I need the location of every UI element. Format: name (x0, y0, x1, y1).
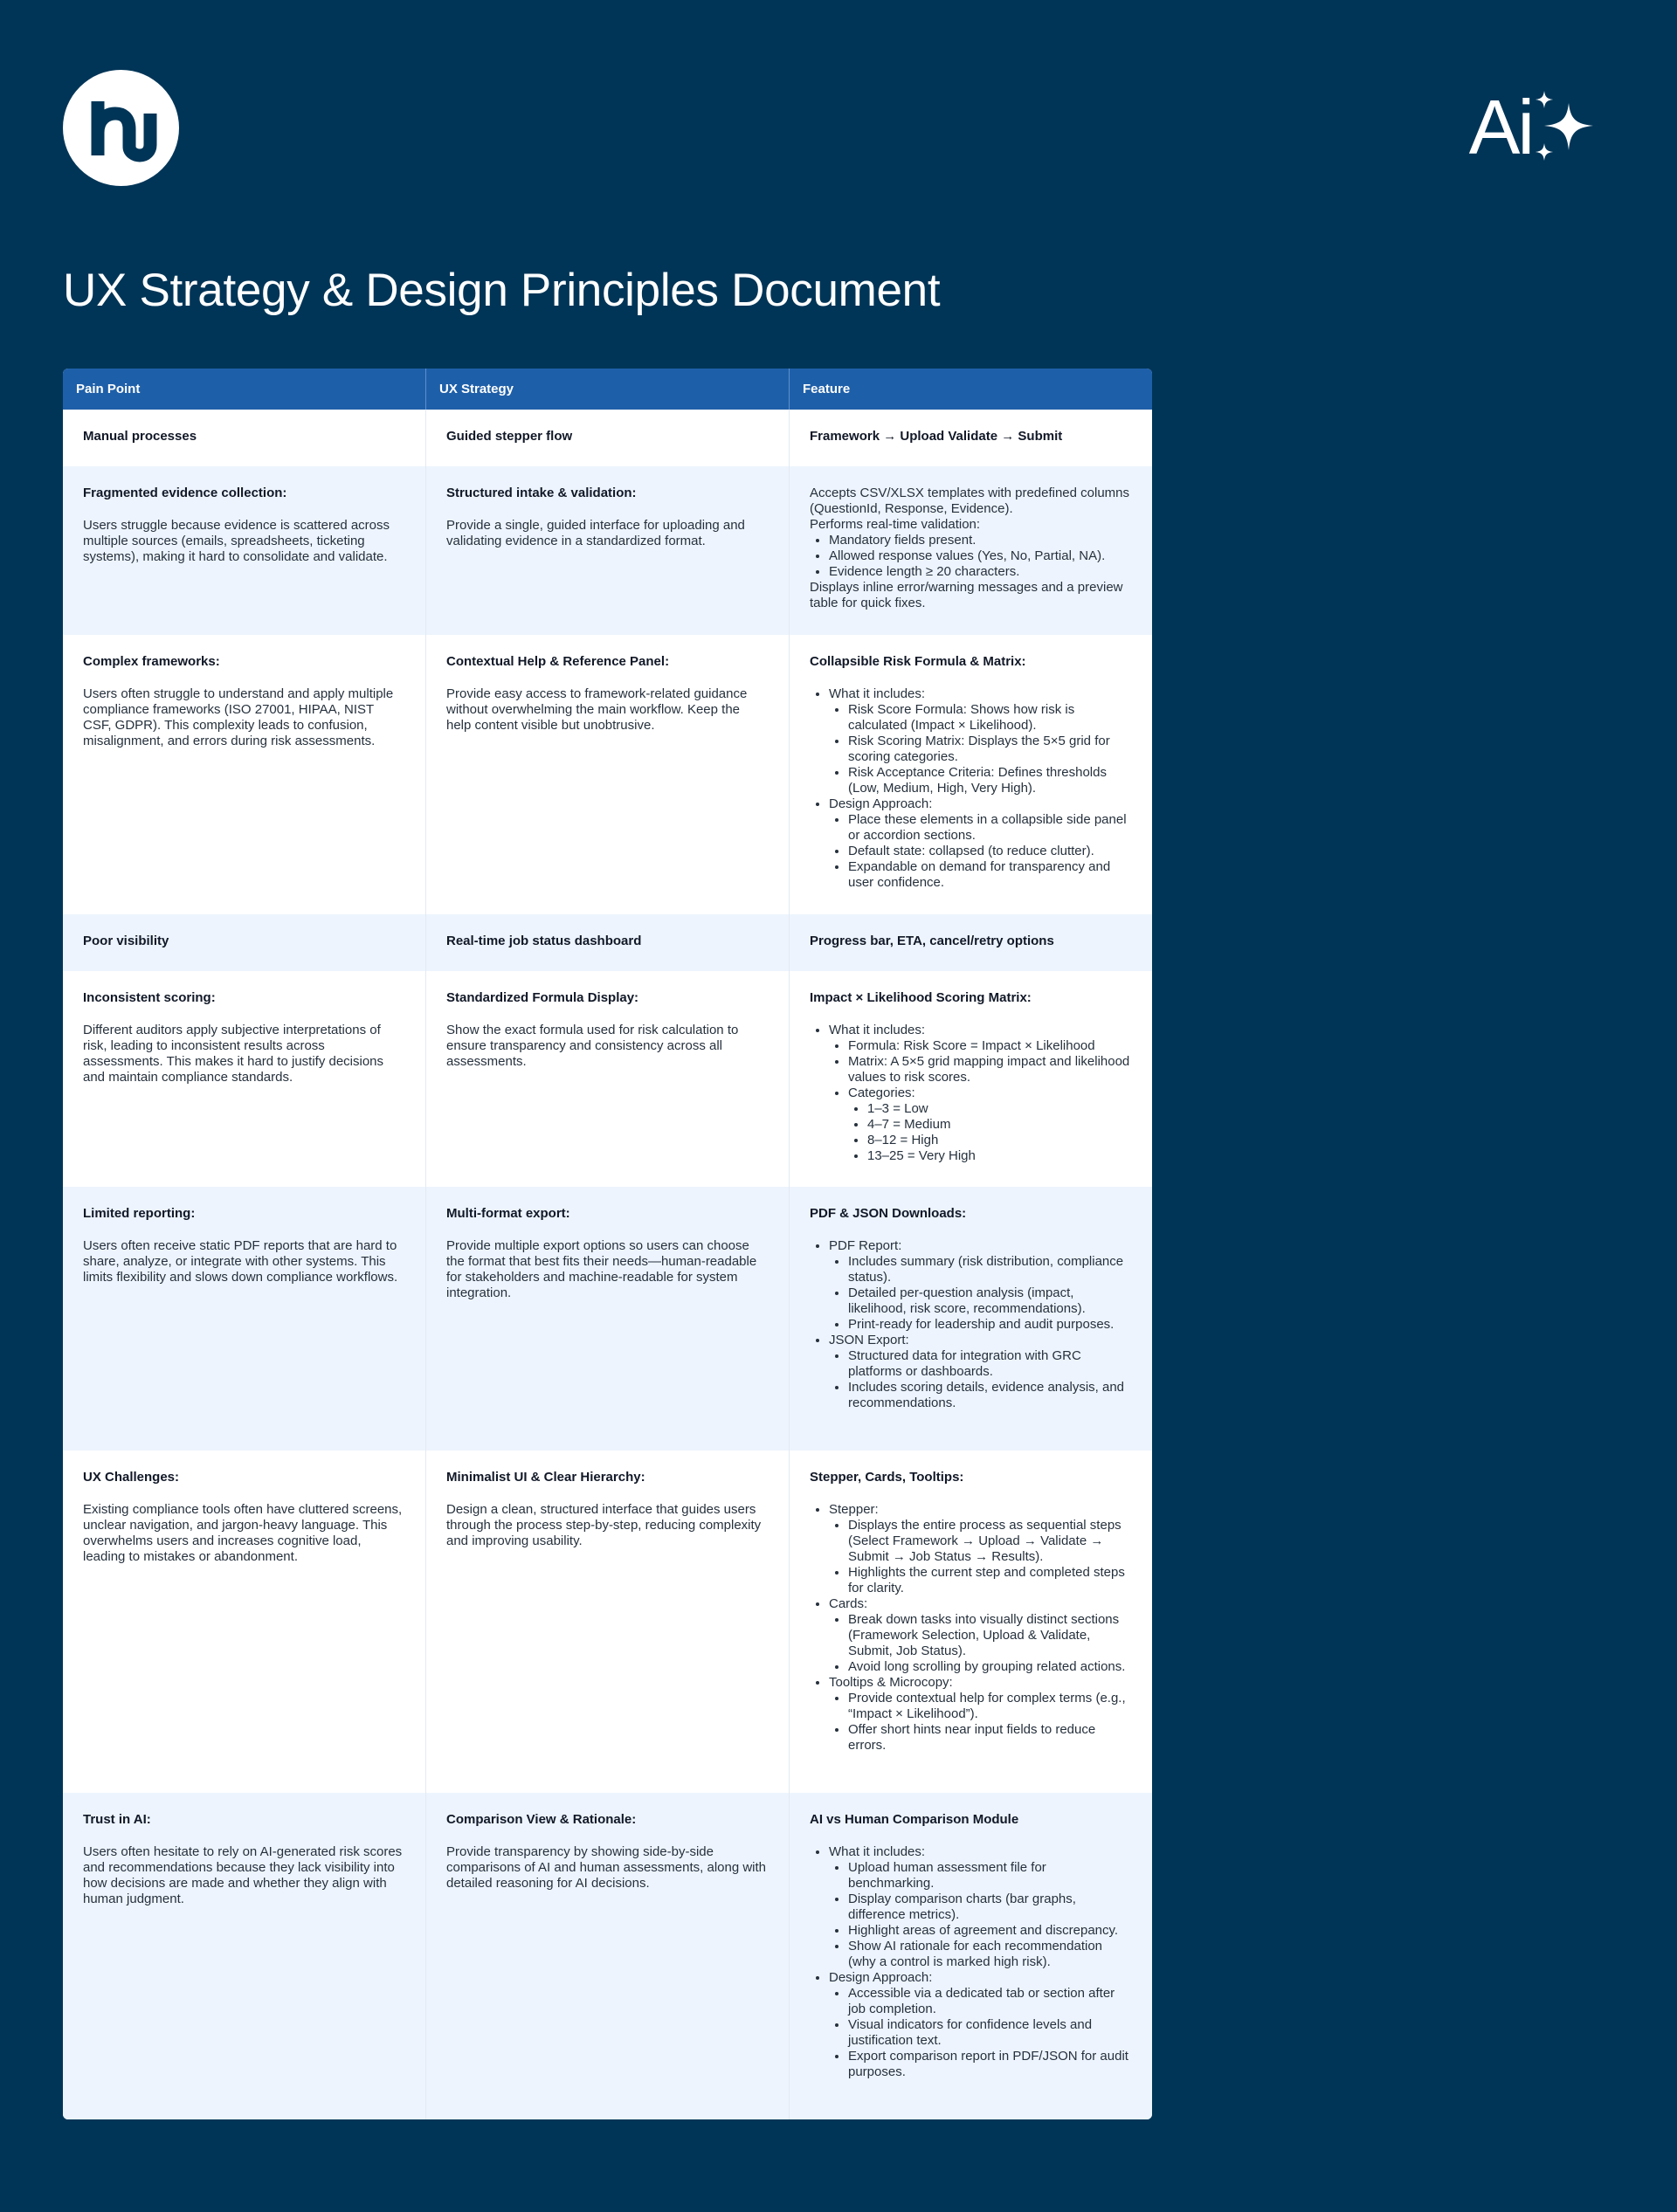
sub-list (829, 1860, 1131, 1970)
cell-title: Stepper, Cards, Tooltips: (810, 1470, 964, 1485)
group-label: What it includes: (829, 1023, 926, 1037)
sub-list (829, 812, 1131, 891)
cell-title: Framework → Upload Validate → Submit (810, 429, 1063, 444)
pain-point-cell (63, 635, 426, 914)
cell-title: Poor visibility (83, 934, 169, 948)
list-item: • 8–12 = High (867, 1133, 1131, 1148)
cell-title: UX Challenges: (83, 1470, 180, 1485)
group-label: Design Approach: (829, 1970, 933, 1985)
feature-list (810, 1238, 1131, 1411)
feature-cell (790, 1793, 1152, 2119)
list-item: • Expandable on demand for transparency and user confidence. (848, 859, 1131, 891)
list-item: • Print-ready for leadership and audit purposes. (848, 1317, 1131, 1333)
feature-cell (790, 635, 1152, 914)
cell-body: Different auditors apply subjective interpretations of risk, leading to inconsistent results across assessments. This makes it hard to justify decisions and maintain compliance standards. (83, 1023, 384, 1085)
cell-body: Users often hesitate to rely on AI-generated risk scores and recommendations because they lack visibility into how decisions are made and whether they align with human judgment. (83, 1844, 403, 1906)
list-item: • Detailed per-question analysis (impact, likelihood, risk score, recommendations). (848, 1285, 1131, 1317)
sub-list (829, 1254, 1131, 1333)
feature-list (810, 686, 1131, 891)
list-item (829, 1596, 1131, 1675)
cell-title: Trust in AI: (83, 1812, 151, 1827)
cell-title: Limited reporting: (83, 1206, 196, 1221)
list-item (848, 1085, 1131, 1164)
ux-strategy-cell (426, 971, 790, 1187)
cell-title: Fragmented evidence collection: (83, 486, 287, 500)
cell-body-list (810, 686, 1131, 891)
group-label: Design Approach: (829, 796, 933, 811)
sub-list (829, 1518, 1131, 1596)
list-item (829, 1970, 1131, 2080)
cell-body: Existing compliance tools often have cluttered screens, unclear navigation, and jargon-heavy language. This overwhelms users and increases cognitive load, leading to mistakes or abandonment. (83, 1502, 403, 1564)
list-item: • Offer short hints near input fields to reduce errors. (848, 1722, 1131, 1754)
cell-body: Provide multiple export options so users can choose the format that best fits their needs—human-readable for stakeholders and machine-readable for system integration. (446, 1238, 757, 1300)
list-item: • Default state: collapsed (to reduce clutter). (848, 844, 1131, 859)
brand-logo (63, 70, 179, 186)
cell-title: Impact × Likelihood Scoring Matrix: (810, 990, 1032, 1005)
cell-title: Collapsible Risk Formula & Matrix: (810, 654, 1026, 669)
list-item: • Place these elements in a collapsible side panel or accordion sections. (848, 812, 1131, 844)
cell-body-list (810, 1844, 1131, 2080)
table-row (63, 1187, 1152, 1451)
hu-logo-icon (63, 70, 179, 186)
group-label: Categories: (848, 1085, 915, 1100)
pain-point-cell (63, 1187, 426, 1451)
list-item: • Upload human assessment file for benchmarking. (848, 1860, 1131, 1892)
table-header (63, 369, 1152, 410)
ux-strategy-cell (426, 410, 790, 466)
cell-title: Multi-format export: (446, 1206, 570, 1221)
cell-title: Inconsistent scoring: (83, 990, 216, 1005)
list-item: • Highlights the current step and completed steps for clarity. (848, 1565, 1131, 1596)
list-item: • Provide contextual help for complex terms (e.g., “Impact × Likelihood”). (848, 1691, 1131, 1722)
cell-body: Users struggle because evidence is scattered across multiple sources (emails, spreadsheets, ticketing systems), making it hard to consolidate and validate. (83, 518, 390, 564)
list-item: • Visual indicators for confidence levels and justification text. (848, 2017, 1131, 2049)
feature-cell (790, 914, 1152, 971)
list-item: • Show AI rationale for each recommendation (why a control is marked high risk). (848, 1939, 1131, 1970)
list-item: • Evidence length ≥ 20 characters. (829, 564, 1131, 580)
ai-brand-mark (1468, 84, 1602, 170)
list-item (829, 686, 1131, 796)
cell-title: Manual processes (83, 429, 197, 444)
cell-title: Minimalist UI & Clear Hierarchy: (446, 1470, 645, 1485)
ux-strategy-cell (426, 466, 790, 635)
group-label: Cards: (829, 1596, 868, 1611)
list-item: • Avoid long scrolling by grouping related actions. (848, 1659, 1131, 1675)
group-label: What it includes: (829, 686, 926, 701)
list-item (829, 796, 1131, 891)
list-item: • 4–7 = Medium (867, 1117, 1131, 1133)
list-item: • Export comparison report in PDF/JSON for audit purposes. (848, 2049, 1131, 2080)
group-label: Stepper: (829, 1502, 879, 1517)
cell-title: PDF & JSON Downloads: (810, 1206, 967, 1221)
cell-body: Provide a single, guided interface for uploading and validating evidence in a standardized format. (446, 518, 745, 548)
feature-list (810, 533, 1131, 580)
ai-mark-text: Ai (1468, 84, 1532, 170)
cell-title: Standardized Formula Display: (446, 990, 639, 1005)
list-item (829, 1238, 1131, 1333)
list-item: • Display comparison charts (bar graphs, difference metrics). (848, 1892, 1131, 1923)
cell-body: Provide easy access to framework-related guidance without overwhelming the main workflow. Keep the help content visible but unobtrusive. (446, 686, 748, 733)
group-label: PDF Report: (829, 1238, 902, 1253)
feature-list (810, 1023, 1131, 1164)
feature-cell (790, 971, 1152, 1187)
feature-list (810, 1844, 1131, 2080)
pain-point-cell (63, 971, 426, 1187)
sub-list (829, 1986, 1131, 2080)
list-item: • Risk Scoring Matrix: Displays the 5×5 grid for scoring categories. (848, 734, 1131, 765)
list-item: • Highlight areas of agreement and discrepancy. (848, 1923, 1131, 1939)
column-header-pain-point: Pain Point (63, 369, 426, 410)
cell-body-list (810, 1023, 1131, 1164)
list-item (829, 1844, 1131, 1970)
cell-title: Comparison View & Rationale: (446, 1812, 637, 1827)
sub-list (829, 1038, 1131, 1164)
cell-body: Users often receive static PDF reports that are hard to share, analyze, or integrate with other systems. This limits flexibility and slows down compliance workflows. (83, 1238, 398, 1285)
cell-title: AI vs Human Comparison Module (810, 1812, 1019, 1827)
feature-cell (790, 410, 1152, 466)
cell-title: Complex frameworks: (83, 654, 220, 669)
list-item: • Matrix: A 5×5 grid mapping impact and likelihood values to risk scores. (848, 1054, 1131, 1085)
ux-strategy-cell (426, 914, 790, 971)
list-item: • Risk Score Formula: Shows how risk is calculated (Impact × Likelihood). (848, 702, 1131, 734)
group-label: Tooltips & Microcopy: (829, 1675, 953, 1690)
table-row (63, 635, 1152, 914)
cell-title: Progress bar, ETA, cancel/retry options (810, 934, 1054, 948)
feature-cell (790, 1187, 1152, 1451)
pain-point-cell (63, 1793, 426, 2119)
pain-point-cell (63, 1451, 426, 1793)
feature-cell (790, 466, 1152, 635)
table-row (63, 914, 1152, 971)
sub-list (848, 1101, 1131, 1164)
column-header-feature: Feature (803, 382, 851, 396)
feature-text: Performs real-time validation: (810, 517, 981, 532)
list-item (829, 1502, 1131, 1596)
sub-list (829, 1691, 1131, 1754)
list-item: • 13–25 = Very High (867, 1148, 1131, 1164)
cell-title: Real-time job status dashboard (446, 934, 642, 948)
pain-point-cell (63, 914, 426, 971)
list-item: • Structured data for integration with GRC platforms or dashboards. (848, 1348, 1131, 1380)
ux-strategy-cell (426, 1451, 790, 1793)
strategy-table (63, 369, 1152, 2119)
list-item: • Displays the entire process as sequential steps (Select Framework → Upload → Validate → Submit → Job Status → Results). (848, 1518, 1131, 1565)
table-row (63, 971, 1152, 1187)
cell-body-list (810, 1238, 1131, 1411)
table-row (63, 1451, 1152, 1793)
group-label: What it includes: (829, 1844, 926, 1859)
page-title: UX Strategy & Design Principles Document (63, 265, 941, 316)
table-row (63, 466, 1152, 635)
list-item: • Allowed response values (Yes, No, Partial, NA). (829, 548, 1131, 564)
list-item: • Formula: Risk Score = Impact × Likelihood (848, 1038, 1131, 1054)
cell-body-list (810, 1502, 1131, 1754)
feature-cell (790, 1451, 1152, 1793)
column-header-ux-strategy: UX Strategy (426, 369, 790, 410)
feature-list (810, 1502, 1131, 1754)
cell-body: Show the exact formula used for risk calculation to ensure transparency and consistency across all assessments. (446, 1023, 739, 1069)
cell-title: Structured intake & validation: (446, 486, 637, 500)
cell-title: Contextual Help & Reference Panel: (446, 654, 670, 669)
cell-title: Guided stepper flow (446, 429, 573, 444)
list-item: • Risk Acceptance Criteria: Defines thresholds (Low, Medium, High, Very High). (848, 765, 1131, 796)
cell-body: Design a clean, structured interface that guides users through the process step-by-step, reducing complexity and improving usability. (446, 1502, 762, 1548)
ux-strategy-cell (426, 1187, 790, 1451)
feature-text: Displays inline error/warning messages and a preview table for quick fixes. (810, 580, 1123, 610)
list-item: • Break down tasks into visually distinct sections (Framework Selection, Upload & Validate, Submit, Job Status). (848, 1612, 1131, 1659)
sub-list (829, 702, 1131, 796)
group-label: JSON Export: (829, 1333, 909, 1347)
ux-strategy-cell (426, 1793, 790, 2119)
pain-point-cell (63, 466, 426, 635)
cell-body: Provide transparency by showing side-by-side comparisons of AI and human assessments, along with detailed reasoning for AI decisions. (446, 1844, 767, 1891)
feature-text: Accepts CSV/XLSX templates with predefined columns (QuestionId, Response, Evidence). (810, 486, 1130, 516)
pain-point-cell (63, 410, 426, 466)
table-row (63, 1793, 1152, 2119)
list-item: • Accessible via a dedicated tab or section after job completion. (848, 1986, 1131, 2017)
list-item (829, 1333, 1131, 1411)
list-item (829, 1675, 1131, 1754)
list-item: • Includes scoring details, evidence analysis, and recommendations. (848, 1380, 1131, 1411)
sparkle-icon (1532, 91, 1602, 164)
sub-list (829, 1348, 1131, 1411)
table-row (63, 410, 1152, 466)
list-item: • Includes summary (risk distribution, compliance status). (848, 1254, 1131, 1285)
ux-strategy-cell (426, 635, 790, 914)
list-item (829, 1023, 1131, 1164)
list-item: • Mandatory fields present. (829, 533, 1131, 548)
sub-list (829, 1612, 1131, 1675)
cell-body: Users often struggle to understand and apply multiple compliance frameworks (ISO 27001, HIPAA, NIST CSF, GDPR). This complexity leads to confusion, misalignment, and errors during risk assessments. (83, 686, 394, 748)
list-item: • 1–3 = Low (867, 1101, 1131, 1117)
